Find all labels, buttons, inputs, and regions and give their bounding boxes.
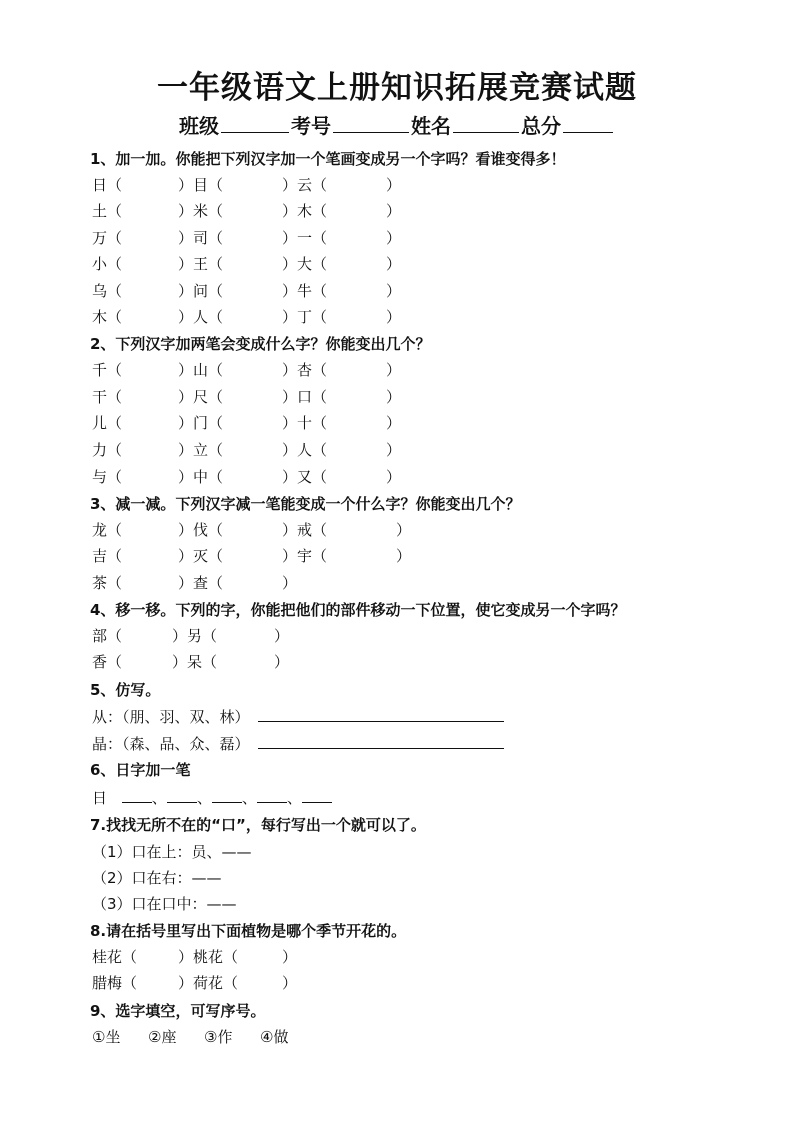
q4-cell: ） <box>274 653 290 671</box>
name-blank[interactable] <box>453 114 519 133</box>
q2-cell: 千（ <box>92 361 123 379</box>
score-blank[interactable] <box>563 114 613 133</box>
q8-cell: 腊梅（ <box>92 974 138 992</box>
q4-cell: 香（ <box>92 653 123 671</box>
q8-cell: ） <box>282 974 298 992</box>
q4-cell: ）呆（ <box>172 653 218 671</box>
q1-cell: ）王（ <box>178 255 224 273</box>
student-info-line <box>0 110 794 139</box>
q4-cell: ） <box>274 627 290 645</box>
q3-cell: 吉（ <box>92 547 123 565</box>
class-blank[interactable] <box>221 114 289 133</box>
separator: 、 <box>151 789 167 807</box>
question-1-heading: 1、加一加。你能把下列汉字加一个笔画变成另一个字吗？看谁变得多！ <box>90 150 566 168</box>
question-4-heading: 4、移一移。下列的字，你能把他们的部件移动一下位置，使它变成另一个字吗？ <box>90 601 626 619</box>
answer-blank[interactable] <box>258 734 504 749</box>
q2-cell: ） <box>386 468 402 486</box>
q1-cell: ） <box>386 176 402 194</box>
q5-line <box>92 706 504 727</box>
q2-cell: 干（ <box>92 388 123 406</box>
q1-cell: 万（ <box>92 229 123 247</box>
q1-cell: 日（ <box>92 176 123 194</box>
question-6-heading: 6、日字加一笔 <box>90 761 191 779</box>
q1-cell: ）问（ <box>178 282 224 300</box>
q1-cell: ）一（ <box>282 229 328 247</box>
q1-cell: 木（ <box>92 308 123 326</box>
page-title: 一年级语文上册知识拓展竞赛试题 <box>157 70 637 106</box>
q3-cell: ） <box>396 547 412 565</box>
q1-cell: ）米（ <box>178 202 224 220</box>
q2-cell: 力（ <box>92 441 123 459</box>
q5-line <box>92 733 504 754</box>
q1-cell: ） <box>386 308 402 326</box>
q1-cell: ）云（ <box>282 176 328 194</box>
q3-cell: ） <box>396 521 412 539</box>
question-5-heading: 5、仿写。 <box>90 681 161 699</box>
q1-cell: ）牛（ <box>282 282 328 300</box>
question-3-heading: 3、减一减。下列汉字减一笔能变成一个什么字？你能变出几个？ <box>90 495 521 513</box>
q2-cell: 儿（ <box>92 414 123 432</box>
q4-cell: ）另（ <box>172 627 218 645</box>
q3-cell: ） <box>282 574 298 592</box>
q2-cell: ）尺（ <box>178 388 224 406</box>
q2-cell: ） <box>386 388 402 406</box>
q1-cell: 乌（ <box>92 282 123 300</box>
q6-prefix: 日 <box>92 789 108 807</box>
q2-cell: 与（ <box>92 468 123 486</box>
q1-cell: ）丁（ <box>282 308 328 326</box>
q2-cell: ）立（ <box>178 441 224 459</box>
question-2-heading: 2、下列汉字加两笔会变成什么字？你能变出几个？ <box>90 335 431 353</box>
question-7-heading: 7.找找无所不在的“口”，每行写出一个就可以了。 <box>90 816 426 834</box>
q2-cell: ）十（ <box>282 414 328 432</box>
answer-blank[interactable] <box>258 707 504 722</box>
q1-cell: ） <box>386 282 402 300</box>
q8-cell: ）桃花（ <box>178 948 239 966</box>
option-item: ③作 <box>204 1028 233 1046</box>
option-item: ②座 <box>148 1028 177 1046</box>
q6-line <box>92 787 332 808</box>
q8-cell: ）荷花（ <box>178 974 239 992</box>
q1-cell: ）目（ <box>178 176 224 194</box>
q3-cell: 龙（ <box>92 521 123 539</box>
name-label: 姓名 <box>411 114 451 138</box>
answer-blank[interactable] <box>122 788 152 803</box>
option-item: ①坐 <box>92 1028 121 1046</box>
q1-cell: ）大（ <box>282 255 328 273</box>
q1-cell: ）木（ <box>282 202 328 220</box>
q2-cell: ） <box>386 361 402 379</box>
q4-cell: 部（ <box>92 627 123 645</box>
option-item: ④做 <box>260 1028 289 1046</box>
q1-cell: ）人（ <box>178 308 224 326</box>
q3-cell: ）宇（ <box>282 547 328 565</box>
q2-cell: ）中（ <box>178 468 224 486</box>
q1-cell: ） <box>386 229 402 247</box>
q7-line: （1）口在上：员、—— <box>92 843 252 861</box>
score-label: 总分 <box>521 114 561 138</box>
q2-cell: ）人（ <box>282 441 328 459</box>
q2-cell: ） <box>386 441 402 459</box>
q1-cell: ） <box>386 202 402 220</box>
answer-blank[interactable] <box>167 788 197 803</box>
q2-cell: ）杏（ <box>282 361 328 379</box>
separator: 、 <box>286 789 302 807</box>
number-label: 考号 <box>291 114 331 138</box>
number-blank[interactable] <box>333 114 409 133</box>
q5-prompt: 从：（朋、羽、双、林） <box>92 708 250 726</box>
q8-cell: 桂花（ <box>92 948 138 966</box>
separator: 、 <box>196 789 212 807</box>
q2-cell: ） <box>386 414 402 432</box>
q8-cell: ） <box>282 948 298 966</box>
q1-cell: 小（ <box>92 255 123 273</box>
q2-cell: ）山（ <box>178 361 224 379</box>
q1-cell: ）司（ <box>178 229 224 247</box>
question-8-heading: 8.请在括号里写出下面植物是哪个季节开花的。 <box>90 922 407 940</box>
q2-cell: ）门（ <box>178 414 224 432</box>
q3-cell: ）查（ <box>178 574 224 592</box>
answer-blank[interactable] <box>212 788 242 803</box>
separator: 、 <box>241 789 257 807</box>
q5-prompt: 晶：（森、品、众、磊） <box>92 735 250 753</box>
q1-cell: ） <box>386 255 402 273</box>
q3-cell: ）戒（ <box>282 521 328 539</box>
q3-cell: 茶（ <box>92 574 123 592</box>
question-9-heading: 9、选字填空，可写序号。 <box>90 1002 266 1020</box>
q3-cell: ）灭（ <box>178 547 224 565</box>
answer-blank[interactable] <box>302 788 332 803</box>
q7-line: （3）口在口中：—— <box>92 895 237 913</box>
answer-blank[interactable] <box>257 788 287 803</box>
q2-cell: ）口（ <box>282 388 328 406</box>
class-label: 班级 <box>179 114 219 138</box>
q3-cell: ）伐（ <box>178 521 224 539</box>
q2-cell: ）又（ <box>282 468 328 486</box>
q7-line: （2）口在右：—— <box>92 869 222 887</box>
q1-cell: 土（ <box>92 202 123 220</box>
